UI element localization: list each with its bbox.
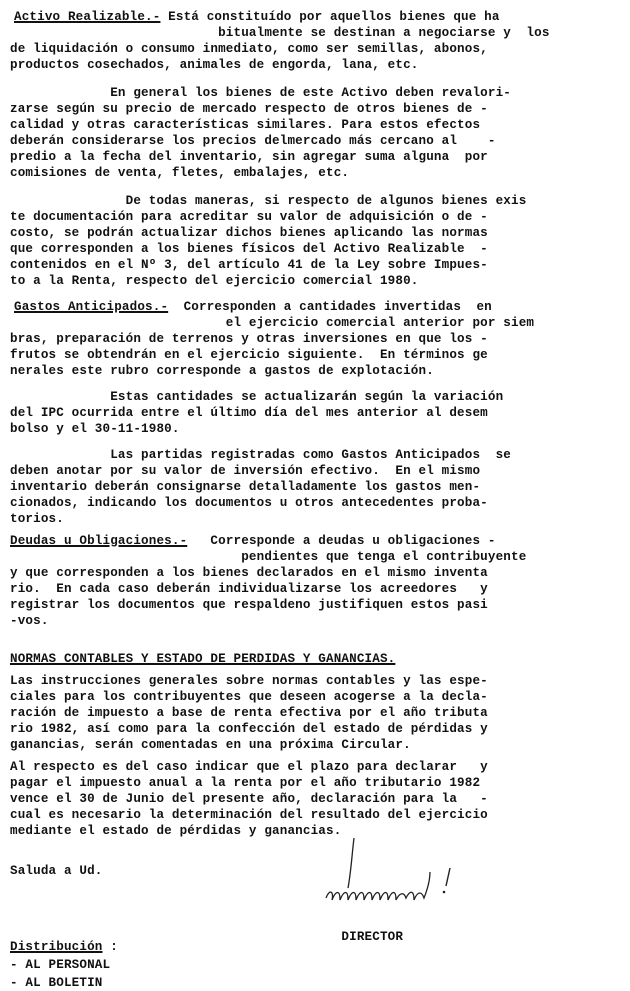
text-line: calidad y otras características similares. Para estos efectos	[10, 118, 481, 132]
section-heading: Gastos Anticipados.-	[14, 300, 169, 314]
text-line: - AL BOLETIN	[10, 976, 103, 990]
text-line: rio 1982, así como para la confección del estado de pérdidas y	[10, 722, 488, 736]
text-line: y que corresponden a los bienes declarados en el mismo inventa	[10, 566, 488, 580]
text-line: deben anotar por su valor de inversión efectivo. En el mismo	[10, 464, 481, 478]
text-line: ración de impuesto a base de renta efectiva por el año tributa	[10, 706, 488, 720]
text-line: de liquidación o consumo inmediato, como ser semillas, abonos,	[10, 42, 488, 56]
text-line: bitualmente se destinan a negociarse y los	[10, 26, 550, 40]
text-line: En general los bienes de este Activo deben revalori-	[10, 86, 511, 100]
text-line: te documentación para acreditar su valor de adquisición o de -	[10, 210, 488, 224]
text-line: Saluda a Ud.	[10, 864, 103, 878]
text-line: pendientes que tenga el contribuyente	[10, 550, 527, 564]
section-heading: Deudas u Obligaciones.-	[10, 534, 188, 548]
text-line: to a la Renta, respecto del ejercicio comercial 1980.	[10, 274, 419, 288]
text-line	[10, 534, 496, 549]
text-line: mediante el estado de pérdidas y ganancias.	[10, 824, 342, 838]
text-line: predio a la fecha del inventario, sin agregar suma alguna por	[10, 150, 488, 164]
text-line: bolso y el 30-11-1980.	[10, 422, 180, 436]
text-line: DIRECTOR	[10, 930, 404, 944]
text-line: inventario deberán consignarse detalladamente los gastos men-	[10, 480, 481, 494]
section-heading: Distribución	[10, 940, 103, 954]
text-line: ciales para los contribuyentes que deseen acogerse a la decla-	[10, 690, 488, 704]
text-line: Las partidas registradas como Gastos Anticipados se	[10, 448, 511, 462]
text-line: -vos.	[10, 614, 49, 628]
text-line: bras, preparación de terrenos y otras inversiones en que los -	[10, 332, 488, 346]
text-line	[10, 652, 395, 667]
text-line: - AL PERSONAL	[10, 958, 111, 972]
text-line: que corresponden a los bienes físicos del Activo Realizable -	[10, 242, 488, 256]
text-line: nerales este rubro corresponde a gastos de explotación.	[10, 364, 434, 378]
text-line: torios.	[10, 512, 64, 526]
text-line: ganancias, serán comentadas en una próxima Circular.	[10, 738, 411, 752]
line-text: Corresponden a cantidades invertidas en	[168, 300, 492, 314]
text-line: frutos se obtendrán en el ejercicio siguiente. En términos ge	[10, 348, 488, 362]
text-line	[14, 300, 492, 315]
director-signature	[318, 832, 478, 912]
text-line: registrar los documentos que respaldeno justifiquen estos pasi	[10, 598, 488, 612]
text-line: vence el 30 de Junio del presente año, declaración para la -	[10, 792, 488, 806]
text-line: zarse según su precio de mercado respecto de otros bienes de -	[10, 102, 488, 116]
text-line	[14, 10, 500, 25]
text-line: Al respecto es del caso indicar que el plazo para declarar y	[10, 760, 488, 774]
text-line: costo, se podrán actualizar dichos bienes aplicando las normas	[10, 226, 488, 240]
text-line: De todas maneras, si respecto de algunos bienes exis	[10, 194, 527, 208]
text-line: Estas cantidades se actualizarán según la variación	[10, 390, 504, 404]
text-line: productos cosechados, animales de engorda, lana, etc.	[10, 58, 419, 72]
text-line: Las instrucciones generales sobre normas contables y las espe-	[10, 674, 488, 688]
line-text: :	[102, 940, 118, 954]
text-line: contenidos en el Nº 3, del artículo 41 de la Ley sobre Impues-	[10, 258, 488, 272]
line-text: Está constituído por aquellos bienes que ha	[160, 10, 500, 24]
text-line: pagar el impuesto anual a la renta por el año tributario 1982	[10, 776, 481, 790]
line-text: Corresponde a deudas u obligaciones -	[187, 534, 496, 548]
text-line: deberán considerarse los precios delmercado más cercano al -	[10, 134, 496, 148]
text-line: cionados, indicando los documentos u otros antecedentes proba-	[10, 496, 488, 510]
text-line: cual es necesario la determinación del resultado del ejercicio	[10, 808, 488, 822]
text-line: el ejercicio comercial anterior por siem	[10, 316, 535, 330]
text-line: rio. En cada caso deberán individualizarse los acreedores y	[10, 582, 488, 596]
text-line	[10, 940, 118, 955]
text-line: del IPC ocurrida entre el último día del mes anterior al desem	[10, 406, 488, 420]
section-heading: Activo Realizable.-	[14, 10, 161, 24]
text-line: comisiones de venta, fletes, embalajes, etc.	[10, 166, 350, 180]
section-heading: NORMAS CONTABLES Y ESTADO DE PERDIDAS Y GANANCIAS.	[10, 652, 396, 666]
